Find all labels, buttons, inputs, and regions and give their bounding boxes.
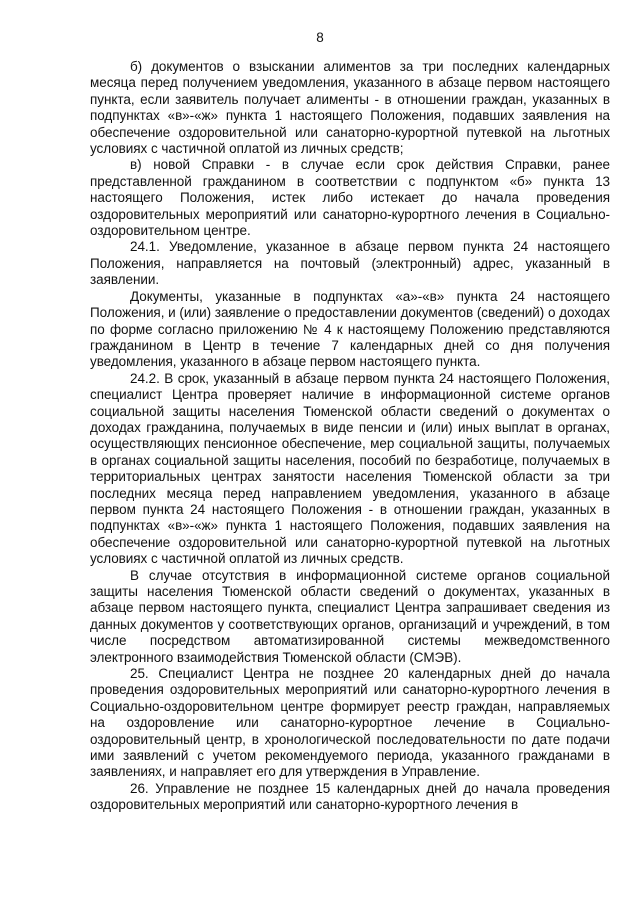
paragraph-5: 24.2. В срок, указанный в абзаце первом пункта 24 настоящего Положения, специалист Центра проверяет наличие в информационной системе органов социальной защиты населения Тюменской области сведений о документах о доходах гражданина, получаемых в виде пенсии и (или) иных выплат в органах, осуществляющих пенсионное обеспечение, мер социальной защиты, получаемых в органах социальной защиты населения, пособий по безработице, получаемых в территориальных центрах занятости населения Тюменской области за три последних месяца перед направлением уведомления, указанного в абзаце первом пункта 24 настоящего Положения - в отношении граждан, указанных в подпунктах «в»-«ж» пункта 1 настоящего Положения, подавших заявления на обеспечение оздоровительной или санаторно-курортной путевкой на льготных условиях с частичной оплатой из личных средств.	[90, 370, 610, 567]
paragraph-8: 26. Управление не позднее 15 календарных дней до начала проведения оздоровительных мероприятий или санаторно-курортного лечения в	[90, 780, 610, 813]
document-body	[90, 59, 610, 814]
page-number: 8	[316, 30, 324, 45]
paragraph-1: б) документов о взыскании алиментов за три последних календарных месяца перед получением уведомления, указанного в абзаце первом настоящего пункта, если заявитель получает алименты - в отношении граждан, указанных в подпунктах «в»-«ж» пункта 1 настоящего Положения, подавших заявления на обеспечение оздоровительной или санаторно-курортной путевкой на льготных условиях с частичной оплатой из личных средств;	[90, 59, 610, 157]
paragraph-2: в) новой Справки - в случае если срок действия Справки, ранее представленной гражданином в соответствии с подпунктом «б» пункта 13 настоящего Положения, истек либо истекает до начала проведения оздоровительных мероприятий или санаторно-курортного лечения в Социально-оздоровительном центре.	[90, 157, 610, 239]
paragraph-3: 24.1. Уведомление, указанное в абзаце первом пункта 24 настоящего Положения, направляется на почтовый (электронный) адрес, указанный в заявлении.	[90, 239, 610, 288]
paragraph-4: Документы, указанные в подпунктах «а»-«в» пункта 24 настоящего Положения, и (или) заявление о предоставлении документов (сведений) о доходах по форме согласно приложению № 4 к настоящему Положению представляются гражданином в Центр в течение 7 календарных дней со дня получения уведомления, указанного в абзаце первом настоящего пункта.	[90, 288, 610, 370]
paragraph-6: В случае отсутствия в информационной системе органов социальной защиты населения Тюменской области сведений о документах, указанных в абзаце первом настоящего пункта, специалист Центра запрашивает сведения из данных документов у соответствующих органов, организаций и учреждений, в том числе посредством автоматизированной системы межведомственного электронного взаимодействия Тюменской области (СМЭВ).	[90, 567, 610, 665]
paragraph-7: 25. Специалист Центра не позднее 20 календарных дней до начала проведения оздоровительных мероприятий или санаторно-курортного лечения в Социально-оздоровительном центре формирует реестр граждан, направляемых на оздоровление или санаторно-курортное лечение в Социально-оздоровительный центр, в хронологической последовательности по дате подачи ими заявлений с учетом рекомендуемого периода, указанного гражданами в заявлениях, и направляет его для утверждения в Управление.	[90, 666, 610, 780]
